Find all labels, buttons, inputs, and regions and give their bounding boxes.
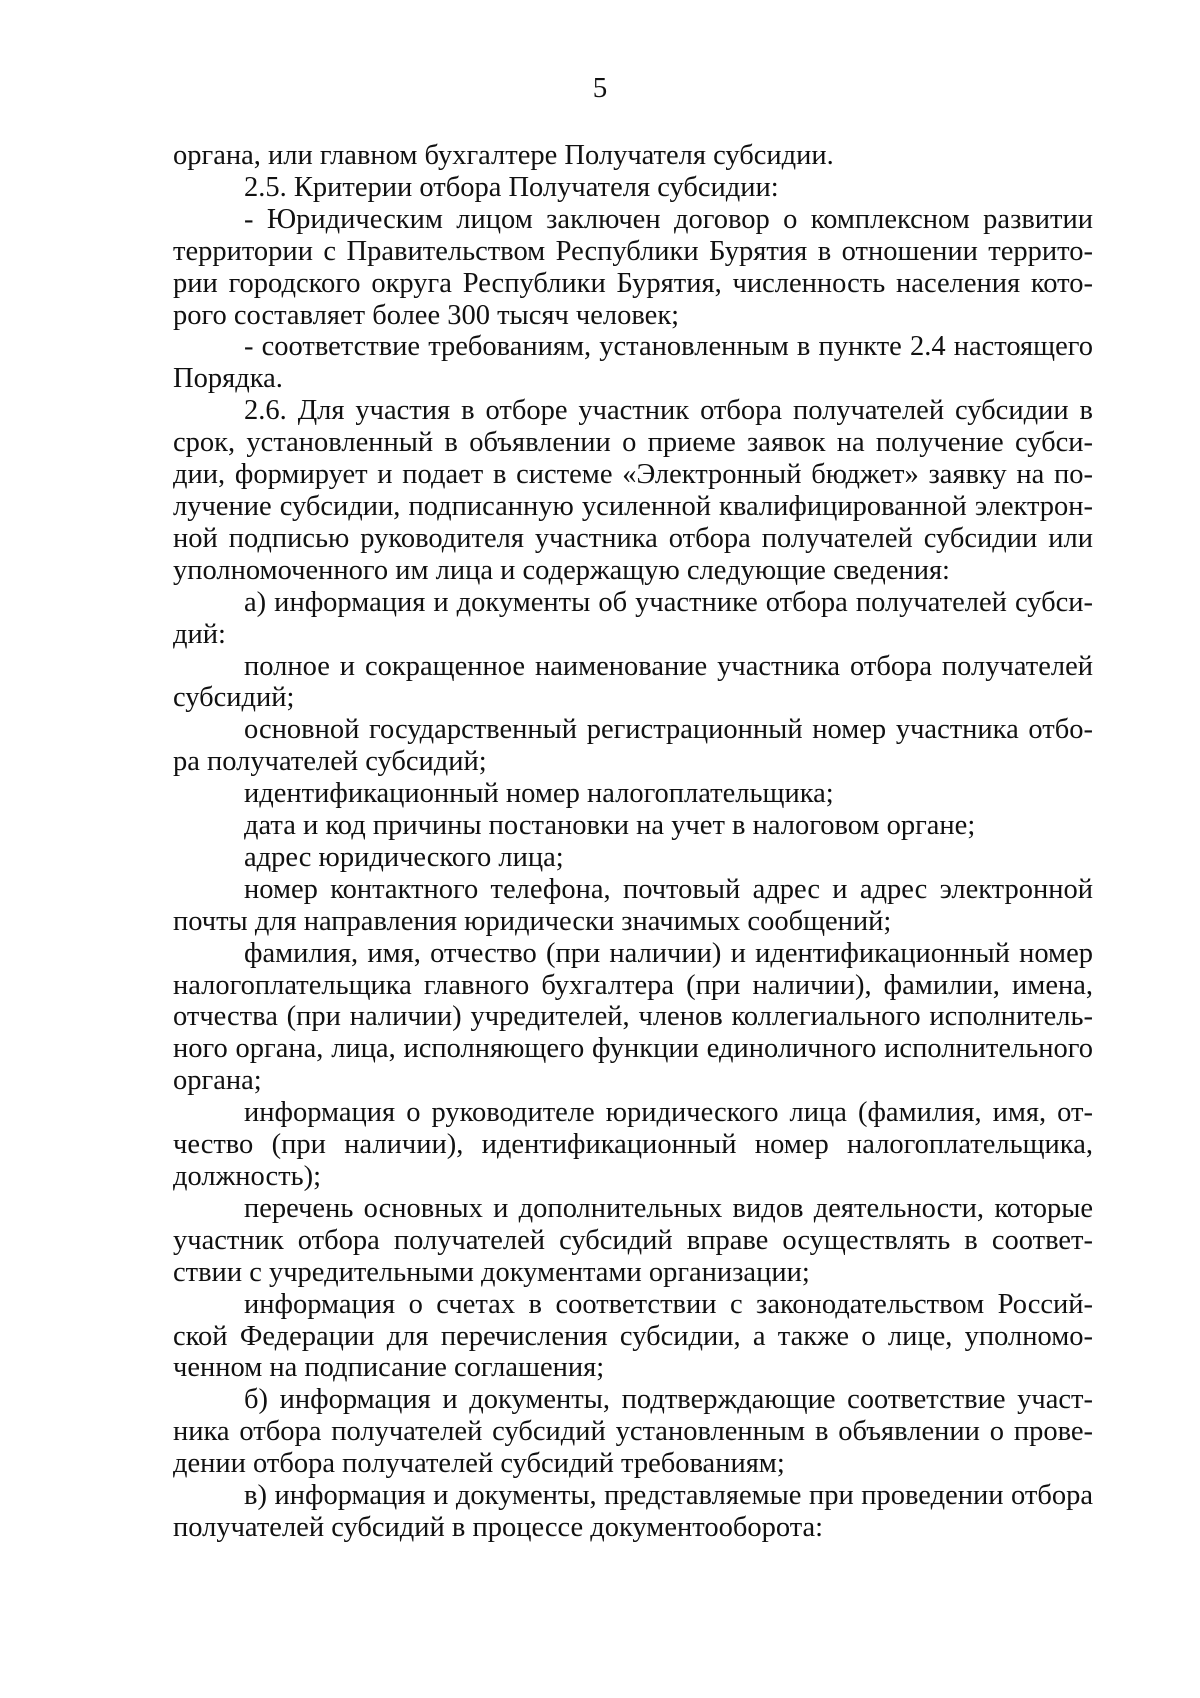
text-line: субсидий; (173, 682, 295, 714)
text-line: ской Федерации для перечисления субсидии, а также о лице, уполномо- (173, 1320, 1093, 1352)
text-line: ченном на подписание соглашения; (173, 1352, 605, 1384)
text-line: - Юридическим лицом заключен договор о комплексном развитии (244, 203, 1093, 235)
text-line: дии, формирует и подает в системе «Электронный бюджет» заявку на по- (173, 459, 1093, 491)
text-line: отчества (при наличии) учредителей, членов коллегиального исполнитель- (173, 1001, 1093, 1033)
text-line: получателей субсидий в процессе документооборота: (173, 1511, 824, 1543)
text-line: основной государственный регистрационный номер участника отбо- (244, 714, 1093, 746)
text-line: ной подписью руководителя участника отбора получателей субсидии или (173, 522, 1093, 554)
text-line: ствии с учредительными документами организации; (173, 1256, 810, 1288)
text-line: дении отбора получателей субсидий требованиям; (173, 1448, 785, 1480)
text-line: рого составляет более 300 тысяч человек; (173, 299, 680, 331)
text-line: б) информация и документы, подтверждающие соответствие участ- (244, 1384, 1093, 1416)
text-line: почты для направления юридически значимых сообщений; (173, 905, 892, 937)
text-line: полное и сокращенное наименование участника отбора получателей (244, 650, 1093, 682)
text-line: ника отбора получателей субсидий установленным в объявлении о прове- (173, 1416, 1093, 1448)
text-line: адрес юридического лица; (244, 841, 564, 873)
text-line: дий: (173, 618, 226, 650)
text-line: идентификационный номер налогоплательщика; (244, 778, 834, 810)
document-body (173, 140, 1093, 1544)
text-line: ного органа, лица, исполняющего функции единоличного исполнительного (173, 1033, 1093, 1065)
text-line: ра получателей субсидий; (173, 746, 487, 778)
text-line: Порядка. (173, 363, 283, 395)
text-line: информация о руководителе юридического лица (фамилия, имя, от- (244, 1097, 1093, 1129)
text-line: территории с Правительством Республики Бурятия в отношении террито- (173, 235, 1093, 267)
text-line: фамилия, имя, отчество (при наличии) и идентификационный номер (244, 937, 1093, 969)
text-line: чество (при наличии), идентификационный номер налогоплательщика, (173, 1129, 1093, 1161)
text-line: информация о счетах в соответствии с законодательством Россий- (244, 1288, 1093, 1320)
text-line: органа; (173, 1065, 262, 1097)
text-line: номер контактного телефона, почтовый адрес и адрес электронной (244, 873, 1093, 905)
text-line: уполномоченного им лица и содержащую следующие сведения: (173, 554, 950, 586)
text-line: участник отбора получателей субсидий вправе осуществлять в соответ- (173, 1224, 1093, 1256)
text-line: 2.6. Для участия в отборе участник отбора получателей субсидии в (244, 395, 1093, 427)
text-line: должность); (173, 1161, 322, 1192)
text-line: в) информация и документы, представляемые при проведении отбора (244, 1480, 1093, 1512)
text-line: рии городского округа Республики Бурятия, численность населения кото- (173, 267, 1093, 299)
text-line: налогоплательщика главного бухгалтера (при наличии), фамилии, имена, (173, 969, 1093, 1001)
text-line: а) информация и документы об участнике отбора получателей субси- (244, 586, 1093, 618)
text-line: лучение субсидии, подписанную усиленной квалифицированной электрон- (173, 490, 1093, 522)
text-line: срок, установленный в объявлении о приеме заявок на получение субси- (173, 427, 1093, 459)
text-line: - соответствие требованиям, установленным в пункте 2.4 настоящего (244, 331, 1093, 363)
text-line: 2.5. Критерии отбора Получателя субсидии: (244, 171, 779, 203)
text-line: органа, или главном бухгалтере Получателя субсидии. (173, 140, 834, 171)
text-line: перечень основных и дополнительных видов деятельности, которые (244, 1192, 1093, 1224)
text-line: дата и код причины постановки на учет в налоговом органе; (244, 810, 976, 842)
page-number: 5 (592, 72, 608, 104)
